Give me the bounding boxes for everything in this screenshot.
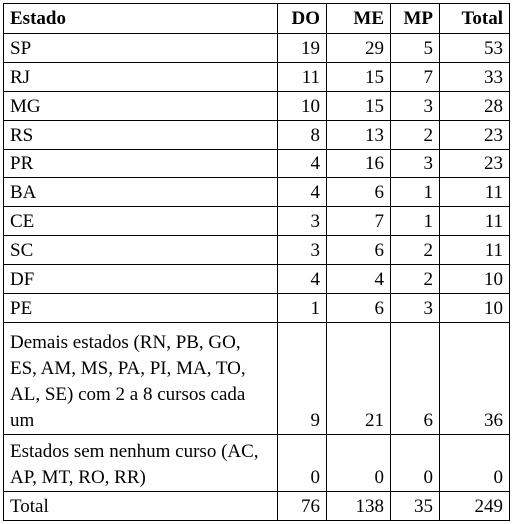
header-estado: Estado [4,4,278,34]
header-total: Total [440,4,510,34]
cell-estado: Estados sem nenhum curso (AC, AP, MT, RO, RR) [4,435,278,492]
table-row [4,322,510,434]
header-me: ME [327,4,391,34]
cell-estado: PR [4,149,278,178]
cell-me: 21 [327,322,391,434]
cell-total: 33 [440,62,510,91]
cell-mp: 3 [391,149,440,178]
cell-do: 8 [278,120,327,149]
cell-me: 29 [327,34,391,63]
cell-mp: 1 [391,178,440,207]
cell-do: 4 [278,149,327,178]
cell-do: 1 [278,294,327,323]
table-row [4,236,510,265]
cell-do: 3 [278,207,327,236]
table-row [4,207,510,236]
table-row [4,34,510,63]
cell-do: 10 [278,91,327,120]
cell-estado: MG [4,91,278,120]
table-row [4,265,510,294]
cell-mp: 7 [391,62,440,91]
total-label: Total [4,492,278,521]
cell-mp: 3 [391,91,440,120]
total-total: 249 [440,492,510,521]
cell-estado: DF [4,265,278,294]
cell-total: 28 [440,91,510,120]
header-do: DO [278,4,327,34]
cell-do: 4 [278,265,327,294]
cell-mp: 6 [391,322,440,434]
table-row [4,62,510,91]
cell-estado: BA [4,178,278,207]
cell-me: 6 [327,178,391,207]
cell-total: 10 [440,265,510,294]
total-do: 76 [278,492,327,521]
table-row [4,294,510,323]
cell-me: 0 [327,435,391,492]
cell-estado: RJ [4,62,278,91]
cell-me: 7 [327,207,391,236]
cell-total: 23 [440,120,510,149]
cell-estado: CE [4,207,278,236]
cell-estado: SP [4,34,278,63]
cell-do: 19 [278,34,327,63]
table-row [4,149,510,178]
total-me: 138 [327,492,391,521]
total-row [4,492,510,521]
cell-me: 13 [327,120,391,149]
cell-me: 16 [327,149,391,178]
header-row [4,4,510,34]
cell-me: 4 [327,265,391,294]
cell-mp: 1 [391,207,440,236]
table-row [4,120,510,149]
cell-mp: 0 [391,435,440,492]
cell-me: 15 [327,91,391,120]
courses-by-state-table [3,3,510,521]
cell-do: 9 [278,322,327,434]
cell-do: 11 [278,62,327,91]
cell-total: 11 [440,236,510,265]
cell-do: 0 [278,435,327,492]
total-mp: 35 [391,492,440,521]
cell-total: 0 [440,435,510,492]
header-mp: MP [391,4,440,34]
cell-me: 6 [327,236,391,265]
cell-me: 6 [327,294,391,323]
table-row [4,91,510,120]
table-row [4,178,510,207]
cell-mp: 3 [391,294,440,323]
cell-total: 23 [440,149,510,178]
cell-mp: 2 [391,120,440,149]
cell-mp: 2 [391,265,440,294]
cell-do: 4 [278,178,327,207]
cell-total: 36 [440,322,510,434]
cell-total: 10 [440,294,510,323]
cell-estado: PE [4,294,278,323]
cell-total: 11 [440,178,510,207]
table-row [4,435,510,492]
cell-me: 15 [327,62,391,91]
cell-estado: SC [4,236,278,265]
cell-total: 11 [440,207,510,236]
cell-total: 53 [440,34,510,63]
cell-estado: Demais estados (RN, PB, GO, ES, AM, MS, PA, PI, MA, TO, AL, SE) com 2 a 8 cursos cada um [4,322,278,434]
cell-do: 3 [278,236,327,265]
cell-mp: 2 [391,236,440,265]
cell-mp: 5 [391,34,440,63]
cell-estado: RS [4,120,278,149]
